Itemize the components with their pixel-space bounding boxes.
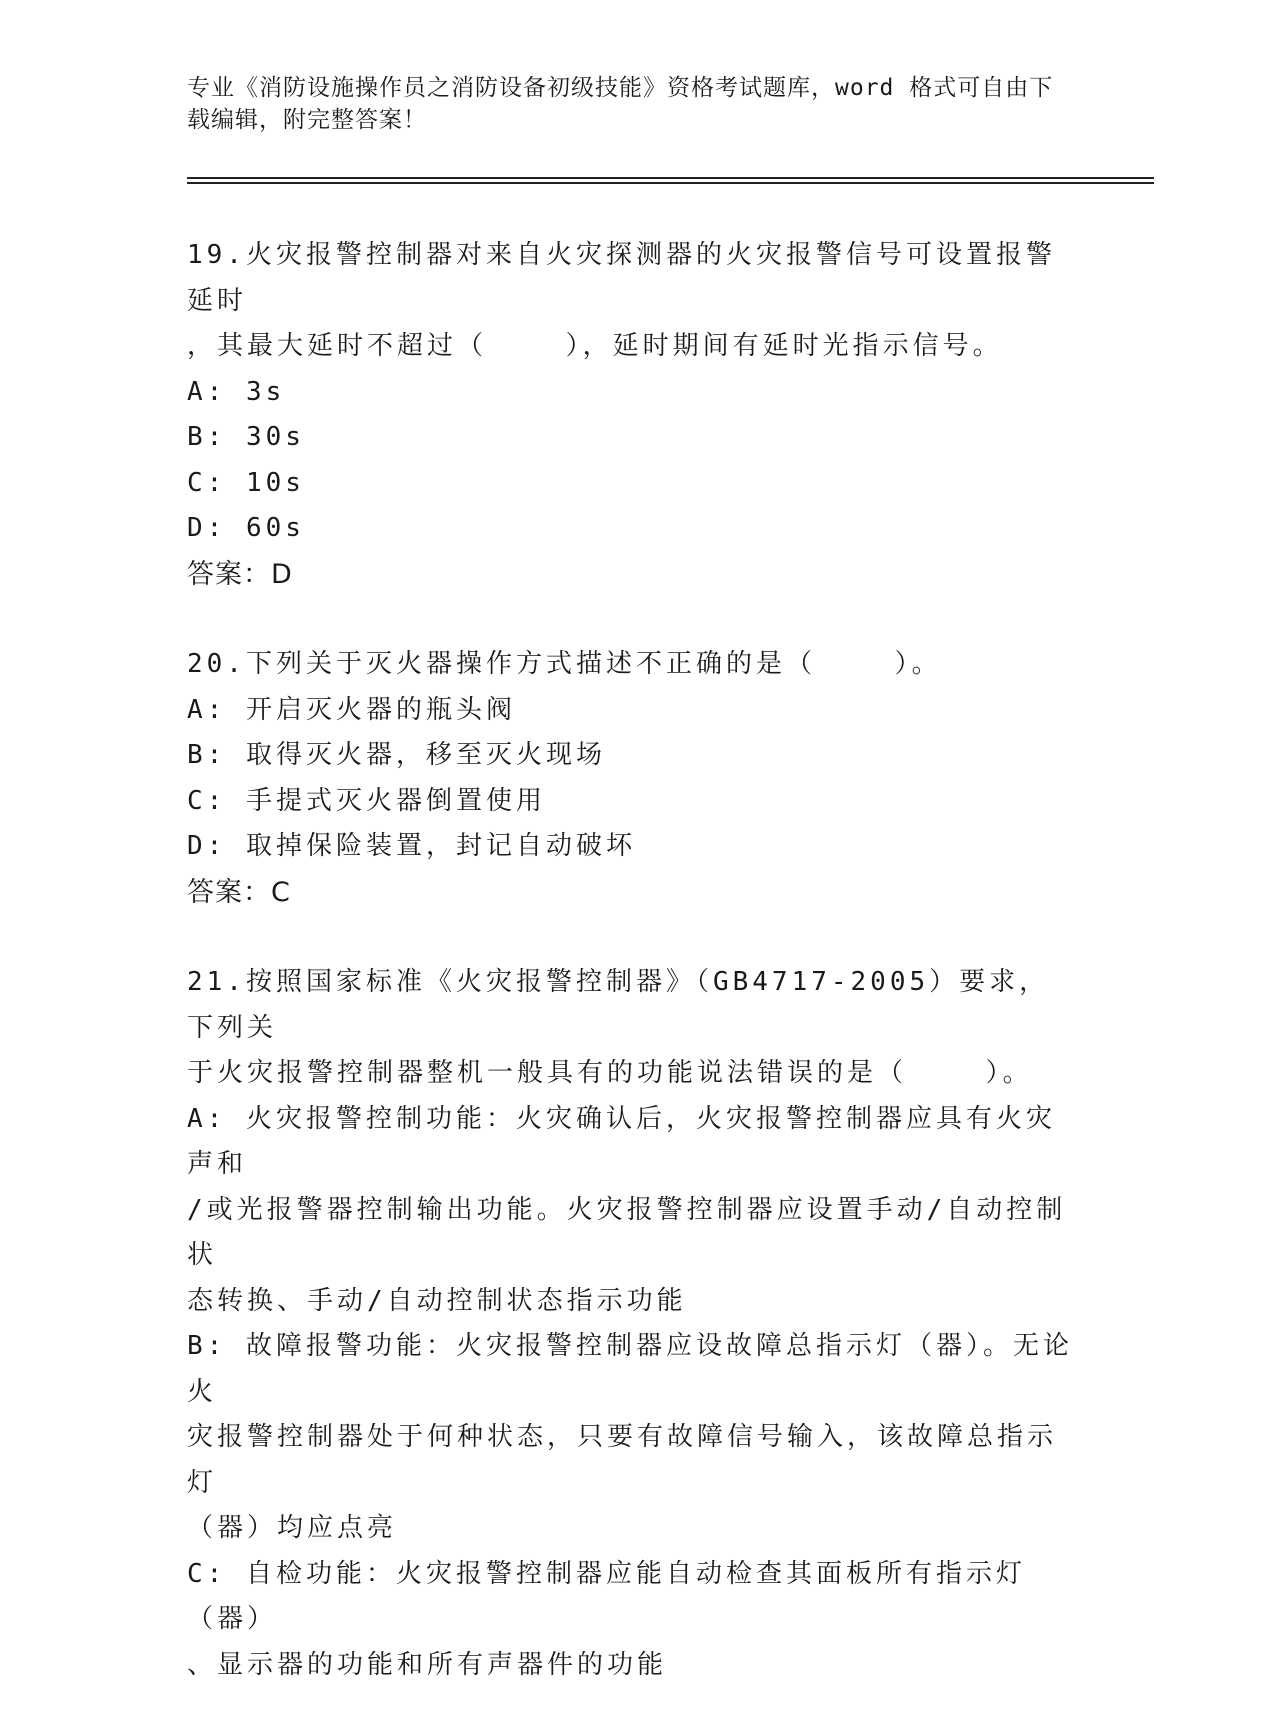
option-line: B: 故障报警功能：火灾报警控制器应设故障总指示灯（器）。无论火	[187, 1331, 1073, 1407]
header-line-1: 专业《消防设施操作员之消防设备初级技能》资格考试题库，word 格式可自由下	[187, 75, 1054, 101]
option-line: D: 取掉保险装置，封记自动破坏	[187, 831, 636, 861]
question-option	[187, 733, 1077, 779]
option-line: D: 60s	[187, 513, 305, 543]
question-option	[187, 1097, 1077, 1325]
header-rule-top	[187, 177, 1154, 179]
question-list	[187, 233, 1077, 1733]
option-line: /或光报警器控制输出功能。火灾报警控制器应设置手动/自动控制状	[187, 1194, 1067, 1270]
option-line: C: 10s	[187, 467, 305, 498]
question-2	[187, 642, 1077, 915]
document-header	[187, 72, 1067, 136]
question-option	[187, 370, 1077, 416]
option-line: （器）均应点亮	[187, 1513, 398, 1543]
question-option	[187, 1552, 1077, 1689]
question-option	[187, 824, 1077, 870]
question-option	[187, 506, 1077, 552]
option-line: 灾报警控制器处于何种状态，只要有故障信号输入，该故障总指示灯	[187, 1422, 1058, 1498]
question-stem-line: 于火灾报警控制器整机一般具有的功能说法错误的是（ ）。	[187, 1058, 1033, 1088]
option-line: A: 火灾报警控制功能：火灾确认后，火灾报警控制器应具有火灾声和	[187, 1103, 1056, 1179]
header-line-2: 载编辑，附完整答案！	[187, 107, 427, 133]
option-line: B: 取得灭火器，移至灭火现场	[187, 740, 606, 770]
question-stem-line: 21.按照国家标准《火灾报警控制器》（GB4717-2005）要求，下列关	[187, 967, 1050, 1043]
option-line: A: 开启灭火器的瓶头阀	[187, 694, 516, 725]
question-stem-line: 19.火灾报警控制器对来自火灾探测器的火灾报警信号可设置报警延时	[187, 240, 1056, 316]
question-option	[187, 415, 1077, 461]
answer-line: 答案：C	[187, 876, 291, 908]
option-line: 态转换、手动/自动控制状态指示功能	[187, 1285, 687, 1316]
question-option	[187, 779, 1077, 825]
answer-line: 答案：D	[187, 558, 293, 590]
header-rule-bottom	[187, 182, 1154, 184]
question-1	[187, 233, 1077, 597]
question-option	[187, 1324, 1077, 1552]
question-3	[187, 960, 1077, 1688]
question-option	[187, 688, 1077, 734]
question-stem-line: 20.下列关于灭火器操作方式描述不正确的是（ ）。	[187, 649, 942, 679]
question-option	[187, 461, 1077, 507]
option-line: 、显示器的功能和所有声器件的功能	[187, 1649, 668, 1680]
question-stem-line: ，其最大延时不超过（ ），延时期间有延时光指示信号。	[187, 331, 1003, 361]
option-line: A: 3s	[187, 376, 286, 407]
option-line: C: 手提式灭火器倒置使用	[187, 785, 546, 816]
option-line: C: 自检功能：火灾报警控制器应能自动检查其面板所有指示灯（器）	[187, 1558, 1026, 1634]
option-line: B: 30s	[187, 422, 305, 452]
